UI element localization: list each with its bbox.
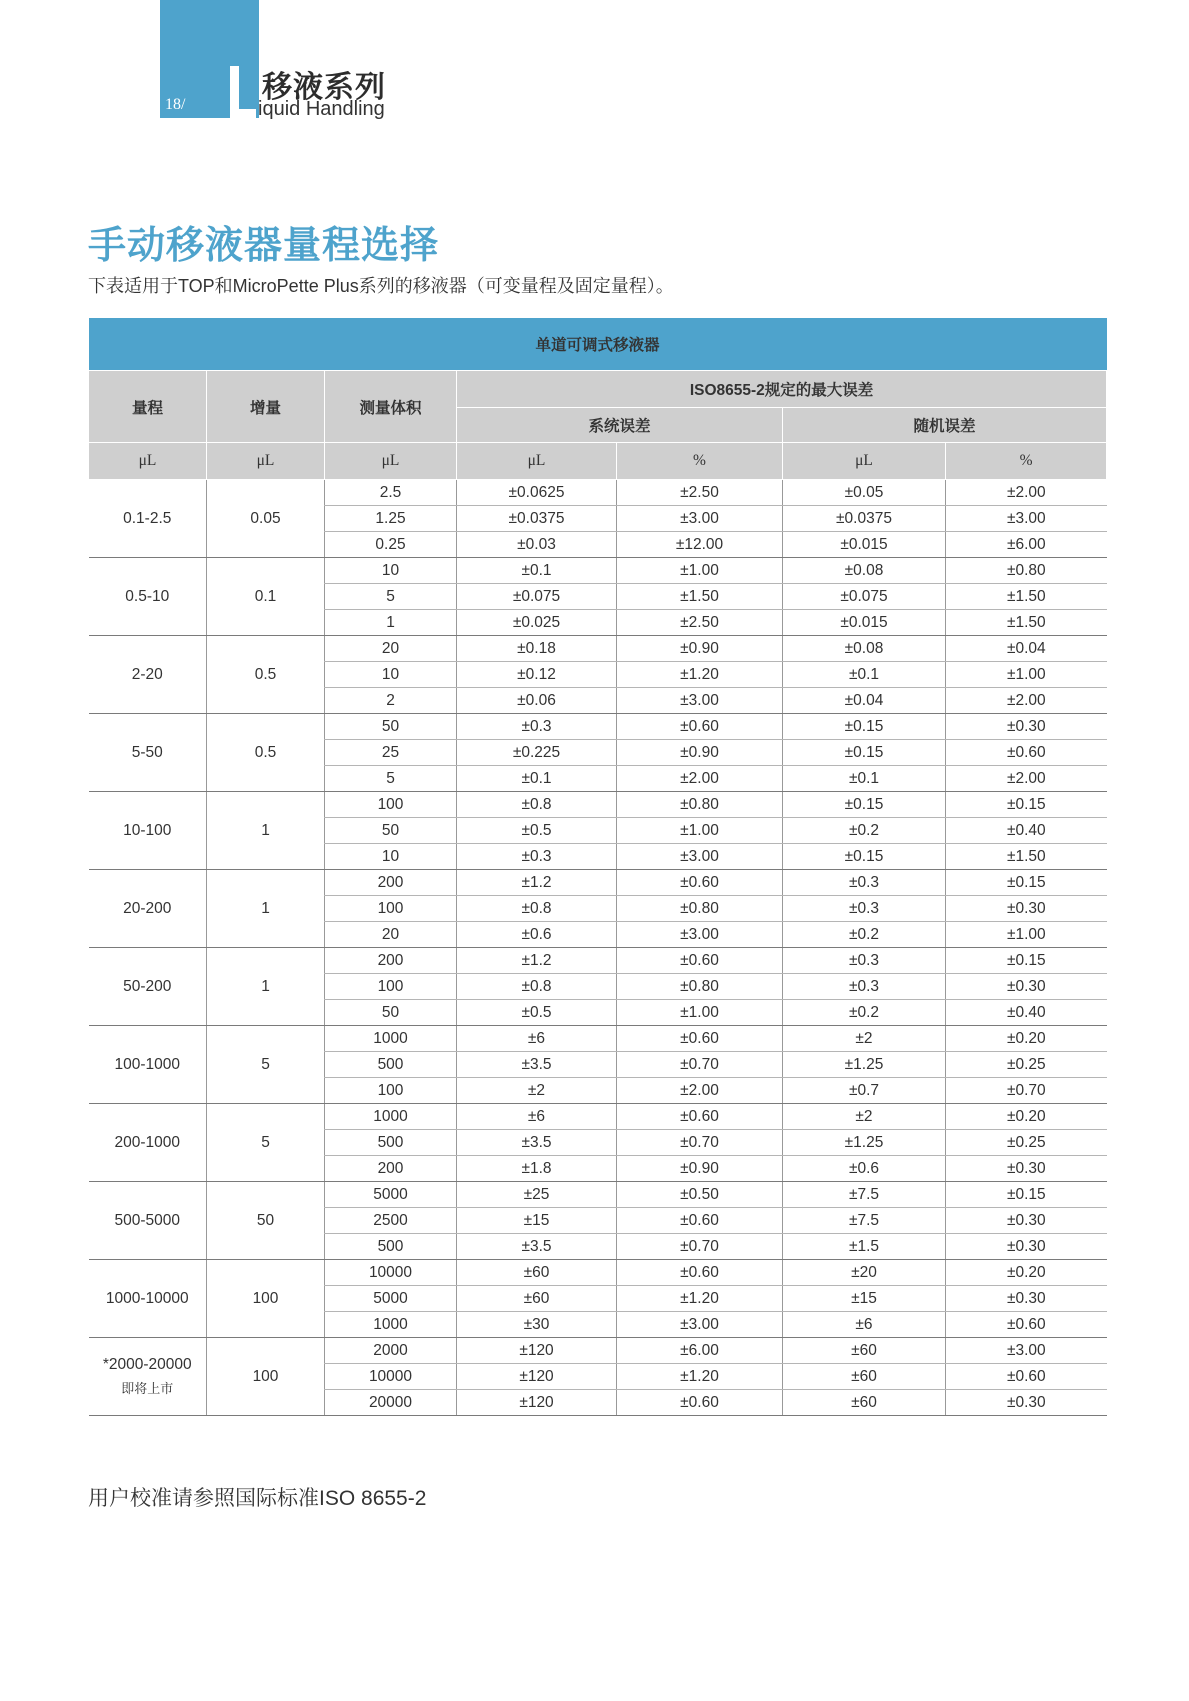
rand-error-pct-cell: ±0.30 bbox=[946, 714, 1107, 740]
unit-cell: μL bbox=[457, 443, 617, 480]
test-volume-cell: 50 bbox=[325, 714, 457, 740]
rand-error-pct-cell: ±0.30 bbox=[946, 974, 1107, 1000]
rand-error-ul-cell: ±7.5 bbox=[783, 1208, 946, 1234]
rand-error-pct-cell: ±0.60 bbox=[946, 1312, 1107, 1338]
table-row bbox=[89, 1026, 1107, 1052]
header-iso-error: ISO8655-2规定的最大误差 bbox=[457, 371, 1107, 408]
sys-error-ul-cell: ±0.225 bbox=[457, 740, 617, 766]
range-value: 5-50 bbox=[131, 743, 163, 761]
sys-error-pct-cell: ±2.50 bbox=[617, 610, 783, 636]
sys-error-ul-cell: ±0.3 bbox=[457, 714, 617, 740]
sys-error-ul-cell: ±0.025 bbox=[457, 610, 617, 636]
test-volume-cell: 500 bbox=[325, 1052, 457, 1078]
sys-error-ul-cell: ±0.8 bbox=[457, 974, 617, 1000]
unit-row bbox=[89, 443, 1107, 480]
sys-error-pct-cell: ±0.90 bbox=[617, 636, 783, 662]
sys-error-pct-cell: ±1.00 bbox=[617, 818, 783, 844]
test-volume-cell: 10 bbox=[325, 844, 457, 870]
test-volume-cell: 200 bbox=[325, 870, 457, 896]
range-value: 500-5000 bbox=[114, 1211, 180, 1229]
test-volume-cell: 2 bbox=[325, 688, 457, 714]
rand-error-pct-cell: ±3.00 bbox=[946, 506, 1107, 532]
rand-error-ul-cell: ±2 bbox=[783, 1104, 946, 1130]
table-row bbox=[89, 480, 1107, 506]
test-volume-cell: 200 bbox=[325, 948, 457, 974]
rand-error-pct-cell: ±0.40 bbox=[946, 1000, 1107, 1026]
rand-error-ul-cell: ±1.25 bbox=[783, 1130, 946, 1156]
sys-error-pct-cell: ±0.60 bbox=[617, 1260, 783, 1286]
rand-error-ul-cell: ±0.075 bbox=[783, 584, 946, 610]
rand-error-ul-cell: ±0.3 bbox=[783, 870, 946, 896]
test-volume-cell: 100 bbox=[325, 1078, 457, 1104]
table-row bbox=[89, 1260, 1107, 1286]
sys-error-ul-cell: ±0.5 bbox=[457, 818, 617, 844]
rand-error-ul-cell: ±0.08 bbox=[783, 558, 946, 584]
rand-error-ul-cell: ±0.1 bbox=[783, 766, 946, 792]
sys-error-pct-cell: ±3.00 bbox=[617, 688, 783, 714]
sys-error-ul-cell: ±0.12 bbox=[457, 662, 617, 688]
rand-error-pct-cell: ±0.04 bbox=[946, 636, 1107, 662]
sys-error-pct-cell: ±0.50 bbox=[617, 1182, 783, 1208]
range-cell bbox=[89, 636, 207, 714]
rand-error-pct-cell: ±0.30 bbox=[946, 1156, 1107, 1182]
rand-error-pct-cell: ±0.40 bbox=[946, 818, 1107, 844]
sys-error-pct-cell: ±1.00 bbox=[617, 558, 783, 584]
rand-error-ul-cell: ±0.08 bbox=[783, 636, 946, 662]
test-volume-cell: 5 bbox=[325, 584, 457, 610]
sys-error-ul-cell: ±3.5 bbox=[457, 1234, 617, 1260]
test-volume-cell: 10 bbox=[325, 558, 457, 584]
test-volume-cell: 500 bbox=[325, 1130, 457, 1156]
sys-error-pct-cell: ±3.00 bbox=[617, 844, 783, 870]
rand-error-ul-cell: ±0.15 bbox=[783, 844, 946, 870]
rand-error-pct-cell: ±0.15 bbox=[946, 1182, 1107, 1208]
range-cell bbox=[89, 714, 207, 792]
rand-error-ul-cell: ±0.3 bbox=[783, 974, 946, 1000]
sys-error-pct-cell: ±0.60 bbox=[617, 714, 783, 740]
sys-error-pct-cell: ±6.00 bbox=[617, 1338, 783, 1364]
header-random-error: 随机误差 bbox=[783, 408, 1107, 443]
rand-error-ul-cell: ±15 bbox=[783, 1286, 946, 1312]
test-volume-cell: 2000 bbox=[325, 1338, 457, 1364]
sys-error-pct-cell: ±2.00 bbox=[617, 1078, 783, 1104]
sys-error-pct-cell: ±0.70 bbox=[617, 1052, 783, 1078]
test-volume-cell: 25 bbox=[325, 740, 457, 766]
unit-cell: % bbox=[617, 443, 783, 480]
range-value: 0.1-2.5 bbox=[123, 509, 172, 527]
sys-error-ul-cell: ±25 bbox=[457, 1182, 617, 1208]
sys-error-pct-cell: ±12.00 bbox=[617, 532, 783, 558]
rand-error-pct-cell: ±0.70 bbox=[946, 1078, 1107, 1104]
table-row bbox=[89, 558, 1107, 584]
sys-error-pct-cell: ±1.00 bbox=[617, 1000, 783, 1026]
sys-error-pct-cell: ±0.60 bbox=[617, 948, 783, 974]
test-volume-cell: 10000 bbox=[325, 1260, 457, 1286]
footnote: 用户校准请参照国际标准ISO 8655-2 bbox=[88, 1487, 427, 1510]
range-cell bbox=[89, 1338, 207, 1416]
test-volume-cell: 1000 bbox=[325, 1026, 457, 1052]
table-title: 单道可调式移液器 bbox=[89, 318, 1107, 371]
test-volume-cell: 10 bbox=[325, 662, 457, 688]
test-volume-cell: 5000 bbox=[325, 1182, 457, 1208]
unit-cell: μL bbox=[89, 443, 207, 480]
test-volume-cell: 1000 bbox=[325, 1312, 457, 1338]
rand-error-ul-cell: ±0.05 bbox=[783, 480, 946, 506]
rand-error-pct-cell: ±0.30 bbox=[946, 1286, 1107, 1312]
rand-error-pct-cell: ±0.60 bbox=[946, 1364, 1107, 1390]
rand-error-ul-cell: ±20 bbox=[783, 1260, 946, 1286]
sys-error-pct-cell: ±0.80 bbox=[617, 896, 783, 922]
sys-error-ul-cell: ±0.1 bbox=[457, 766, 617, 792]
sys-error-pct-cell: ±0.60 bbox=[617, 870, 783, 896]
sys-error-ul-cell: ±0.5 bbox=[457, 1000, 617, 1026]
rand-error-pct-cell: ±0.60 bbox=[946, 740, 1107, 766]
page-subtitle: 下表适用于TOP和MicroPette Plus系列的移液器（可变量程及固定量程）。 bbox=[88, 276, 674, 296]
rand-error-ul-cell: ±0.15 bbox=[783, 740, 946, 766]
range-cell bbox=[89, 558, 207, 636]
test-volume-cell: 100 bbox=[325, 896, 457, 922]
table-row bbox=[89, 1104, 1107, 1130]
sys-error-pct-cell: ±3.00 bbox=[617, 506, 783, 532]
sys-error-ul-cell: ±0.0625 bbox=[457, 480, 617, 506]
rand-error-pct-cell: ±0.30 bbox=[946, 896, 1107, 922]
rand-error-ul-cell: ±0.3 bbox=[783, 896, 946, 922]
test-volume-cell: 100 bbox=[325, 792, 457, 818]
header-range: 量程 bbox=[89, 371, 207, 443]
rand-error-ul-cell: ±0.7 bbox=[783, 1078, 946, 1104]
rand-error-pct-cell: ±2.00 bbox=[946, 480, 1107, 506]
sys-error-ul-cell: ±2 bbox=[457, 1078, 617, 1104]
increment-cell: 0.5 bbox=[207, 636, 325, 714]
test-volume-cell: 100 bbox=[325, 974, 457, 1000]
sys-error-pct-cell: ±0.60 bbox=[617, 1390, 783, 1416]
range-value: 10-100 bbox=[123, 821, 172, 839]
sys-error-pct-cell: ±0.60 bbox=[617, 1026, 783, 1052]
sys-error-ul-cell: ±15 bbox=[457, 1208, 617, 1234]
rand-error-pct-cell: ±3.00 bbox=[946, 1338, 1107, 1364]
sys-error-ul-cell: ±1.2 bbox=[457, 870, 617, 896]
rand-error-ul-cell: ±60 bbox=[783, 1364, 946, 1390]
rand-error-pct-cell: ±1.50 bbox=[946, 610, 1107, 636]
rand-error-pct-cell: ±0.20 bbox=[946, 1104, 1107, 1130]
test-volume-cell: 0.25 bbox=[325, 532, 457, 558]
pipette-range-table bbox=[88, 318, 1107, 1416]
test-volume-cell: 20 bbox=[325, 922, 457, 948]
coming-soon-note: 即将上市 bbox=[121, 1381, 174, 1396]
rand-error-ul-cell: ±0.6 bbox=[783, 1156, 946, 1182]
sys-error-ul-cell: ±60 bbox=[457, 1286, 617, 1312]
test-volume-cell: 500 bbox=[325, 1234, 457, 1260]
range-value: 2-20 bbox=[131, 665, 163, 683]
rand-error-ul-cell: ±2 bbox=[783, 1026, 946, 1052]
sys-error-pct-cell: ±3.00 bbox=[617, 922, 783, 948]
sys-error-pct-cell: ±1.20 bbox=[617, 662, 783, 688]
rand-error-pct-cell: ±0.20 bbox=[946, 1026, 1107, 1052]
range-cell bbox=[89, 1260, 207, 1338]
range-cell bbox=[89, 480, 207, 558]
sys-error-ul-cell: ±0.03 bbox=[457, 532, 617, 558]
page-number: 18/ bbox=[165, 96, 186, 113]
increment-cell: 0.5 bbox=[207, 714, 325, 792]
range-value: 200-1000 bbox=[114, 1133, 180, 1151]
rand-error-ul-cell: ±0.0375 bbox=[783, 506, 946, 532]
sys-error-ul-cell: ±0.075 bbox=[457, 584, 617, 610]
increment-cell: 1 bbox=[207, 948, 325, 1026]
header-systematic-error: 系统误差 bbox=[457, 408, 783, 443]
rand-error-pct-cell: ±0.30 bbox=[946, 1208, 1107, 1234]
rand-error-pct-cell: ±0.80 bbox=[946, 558, 1107, 584]
rand-error-ul-cell: ±0.1 bbox=[783, 662, 946, 688]
series-initial-l bbox=[230, 66, 256, 118]
range-value: 20-200 bbox=[123, 899, 172, 917]
rand-error-pct-cell: ±0.25 bbox=[946, 1130, 1107, 1156]
table-row bbox=[89, 870, 1107, 896]
test-volume-cell: 50 bbox=[325, 1000, 457, 1026]
table-row bbox=[89, 792, 1107, 818]
sys-error-pct-cell: ±3.00 bbox=[617, 1312, 783, 1338]
increment-cell: 1 bbox=[207, 792, 325, 870]
sys-error-ul-cell: ±6 bbox=[457, 1026, 617, 1052]
rand-error-pct-cell: ±1.00 bbox=[946, 922, 1107, 948]
sys-error-ul-cell: ±1.2 bbox=[457, 948, 617, 974]
header-increment: 增量 bbox=[207, 371, 325, 443]
rand-error-ul-cell: ±0.015 bbox=[783, 610, 946, 636]
increment-cell: 0.1 bbox=[207, 558, 325, 636]
rand-error-ul-cell: ±0.2 bbox=[783, 818, 946, 844]
unit-cell: μL bbox=[783, 443, 946, 480]
test-volume-cell: 20000 bbox=[325, 1390, 457, 1416]
test-volume-cell: 20 bbox=[325, 636, 457, 662]
range-cell bbox=[89, 948, 207, 1026]
sys-error-ul-cell: ±120 bbox=[457, 1364, 617, 1390]
sys-error-ul-cell: ±0.06 bbox=[457, 688, 617, 714]
rand-error-pct-cell: ±1.50 bbox=[946, 584, 1107, 610]
rand-error-ul-cell: ±0.15 bbox=[783, 714, 946, 740]
range-value: 1000-10000 bbox=[105, 1289, 189, 1307]
sys-error-pct-cell: ±2.50 bbox=[617, 480, 783, 506]
sys-error-ul-cell: ±0.0375 bbox=[457, 506, 617, 532]
rand-error-pct-cell: ±0.15 bbox=[946, 948, 1107, 974]
unit-cell: μL bbox=[207, 443, 325, 480]
increment-cell: 100 bbox=[207, 1338, 325, 1416]
rand-error-pct-cell: ±1.00 bbox=[946, 662, 1107, 688]
sys-error-pct-cell: ±0.70 bbox=[617, 1234, 783, 1260]
range-value: 0.5-10 bbox=[125, 587, 170, 605]
rand-error-pct-cell: ±0.30 bbox=[946, 1390, 1107, 1416]
sys-error-pct-cell: ±1.20 bbox=[617, 1286, 783, 1312]
sys-error-ul-cell: ±60 bbox=[457, 1260, 617, 1286]
sys-error-ul-cell: ±3.5 bbox=[457, 1052, 617, 1078]
page-title: 手动移液器量程选择 bbox=[88, 225, 440, 267]
sys-error-ul-cell: ±30 bbox=[457, 1312, 617, 1338]
sys-error-pct-cell: ±1.20 bbox=[617, 1364, 783, 1390]
rand-error-pct-cell: ±6.00 bbox=[946, 532, 1107, 558]
rand-error-ul-cell: ±1.5 bbox=[783, 1234, 946, 1260]
sys-error-pct-cell: ±0.70 bbox=[617, 1130, 783, 1156]
increment-cell: 5 bbox=[207, 1104, 325, 1182]
unit-cell: μL bbox=[325, 443, 457, 480]
range-cell bbox=[89, 870, 207, 948]
test-volume-cell: 10000 bbox=[325, 1364, 457, 1390]
test-volume-cell: 1.25 bbox=[325, 506, 457, 532]
rand-error-pct-cell: ±0.30 bbox=[946, 1234, 1107, 1260]
sys-error-ul-cell: ±0.1 bbox=[457, 558, 617, 584]
rand-error-ul-cell: ±0.04 bbox=[783, 688, 946, 714]
test-volume-cell: 5 bbox=[325, 766, 457, 792]
table-row bbox=[89, 1182, 1107, 1208]
rand-error-ul-cell: ±60 bbox=[783, 1390, 946, 1416]
increment-cell: 5 bbox=[207, 1026, 325, 1104]
rand-error-ul-cell: ±0.15 bbox=[783, 792, 946, 818]
sys-error-ul-cell: ±0.18 bbox=[457, 636, 617, 662]
range-value: 100-1000 bbox=[114, 1055, 180, 1073]
sys-error-pct-cell: ±2.00 bbox=[617, 766, 783, 792]
range-cell bbox=[89, 1182, 207, 1260]
sys-error-ul-cell: ±1.8 bbox=[457, 1156, 617, 1182]
rand-error-ul-cell: ±6 bbox=[783, 1312, 946, 1338]
sys-error-ul-cell: ±0.8 bbox=[457, 792, 617, 818]
increment-cell: 50 bbox=[207, 1182, 325, 1260]
range-cell bbox=[89, 1104, 207, 1182]
sys-error-pct-cell: ±1.50 bbox=[617, 584, 783, 610]
range-value: 50-200 bbox=[123, 977, 172, 995]
range-value: *2000-20000 bbox=[102, 1356, 192, 1373]
sys-error-pct-cell: ±0.90 bbox=[617, 1156, 783, 1182]
rand-error-ul-cell: ±1.25 bbox=[783, 1052, 946, 1078]
rand-error-ul-cell: ±60 bbox=[783, 1338, 946, 1364]
rand-error-pct-cell: ±0.20 bbox=[946, 1260, 1107, 1286]
rand-error-pct-cell: ±0.15 bbox=[946, 870, 1107, 896]
sys-error-ul-cell: ±0.6 bbox=[457, 922, 617, 948]
test-volume-cell: 1000 bbox=[325, 1104, 457, 1130]
increment-cell: 100 bbox=[207, 1260, 325, 1338]
sys-error-pct-cell: ±0.80 bbox=[617, 974, 783, 1000]
sys-error-pct-cell: ±0.80 bbox=[617, 792, 783, 818]
rand-error-ul-cell: ±0.015 bbox=[783, 532, 946, 558]
rand-error-ul-cell: ±0.2 bbox=[783, 1000, 946, 1026]
test-volume-cell: 1 bbox=[325, 610, 457, 636]
sys-error-pct-cell: ±0.90 bbox=[617, 740, 783, 766]
sys-error-ul-cell: ±6 bbox=[457, 1104, 617, 1130]
test-volume-cell: 5000 bbox=[325, 1286, 457, 1312]
rand-error-pct-cell: ±0.25 bbox=[946, 1052, 1107, 1078]
header-test-volume: 测量体积 bbox=[325, 371, 457, 443]
rand-error-ul-cell: ±7.5 bbox=[783, 1182, 946, 1208]
sys-error-ul-cell: ±0.3 bbox=[457, 844, 617, 870]
table-row bbox=[89, 1338, 1107, 1364]
table-row bbox=[89, 714, 1107, 740]
rand-error-ul-cell: ±0.2 bbox=[783, 922, 946, 948]
table-row bbox=[89, 948, 1107, 974]
sys-error-ul-cell: ±120 bbox=[457, 1338, 617, 1364]
increment-cell: 0.05 bbox=[207, 480, 325, 558]
sys-error-ul-cell: ±3.5 bbox=[457, 1130, 617, 1156]
sys-error-ul-cell: ±0.8 bbox=[457, 896, 617, 922]
test-volume-cell: 50 bbox=[325, 818, 457, 844]
test-volume-cell: 2500 bbox=[325, 1208, 457, 1234]
range-cell bbox=[89, 1026, 207, 1104]
unit-cell: % bbox=[946, 443, 1107, 480]
sys-error-pct-cell: ±0.60 bbox=[617, 1104, 783, 1130]
rand-error-pct-cell: ±0.15 bbox=[946, 792, 1107, 818]
sys-error-pct-cell: ±0.60 bbox=[617, 1208, 783, 1234]
series-title-zh: 移液系列 bbox=[262, 71, 386, 104]
test-volume-cell: 200 bbox=[325, 1156, 457, 1182]
rand-error-pct-cell: ±2.00 bbox=[946, 688, 1107, 714]
rand-error-ul-cell: ±0.3 bbox=[783, 948, 946, 974]
rand-error-pct-cell: ±2.00 bbox=[946, 766, 1107, 792]
sys-error-ul-cell: ±120 bbox=[457, 1390, 617, 1416]
rand-error-pct-cell: ±1.50 bbox=[946, 844, 1107, 870]
increment-cell: 1 bbox=[207, 870, 325, 948]
range-cell bbox=[89, 792, 207, 870]
table-row bbox=[89, 636, 1107, 662]
series-title-en: iquid Handling bbox=[258, 98, 385, 120]
test-volume-cell: 2.5 bbox=[325, 480, 457, 506]
